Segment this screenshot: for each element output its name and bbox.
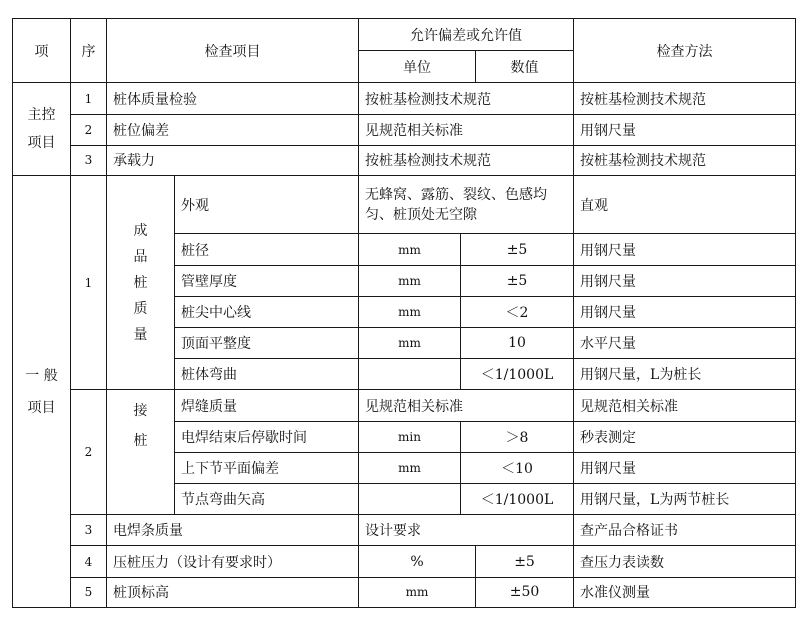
- row-item: 桩尖中心线: [175, 296, 359, 327]
- row-unit: [359, 359, 461, 390]
- row-item: 顶面平整度: [175, 328, 359, 359]
- row-allowed: 按桩基检测技术规范: [359, 145, 574, 175]
- header-unit: 单位: [359, 51, 476, 83]
- pile-quality-seq: 1: [71, 176, 107, 390]
- row-method: 见规范相关标准: [574, 390, 796, 421]
- row-item: 电焊条质量: [107, 515, 359, 546]
- row-unit: [359, 484, 461, 515]
- inspection-table: [12, 18, 796, 608]
- row-method: 用钢尺量: [574, 296, 796, 327]
- general-label: [13, 176, 71, 608]
- row-method: 按桩基检测技术规范: [574, 83, 796, 114]
- row-allowed: 设计要求: [359, 515, 574, 546]
- row-seq: 2: [71, 114, 107, 145]
- row-seq: 3: [71, 145, 107, 175]
- row-value: ＜1/1000L: [461, 484, 574, 515]
- row-seq: 5: [71, 577, 107, 607]
- pile-quality-label: [107, 176, 175, 390]
- row-method: 用钢尺量: [574, 265, 796, 296]
- row-seq: 1: [71, 83, 107, 114]
- table-row: [13, 577, 796, 607]
- row-value: ＜10: [461, 452, 574, 483]
- row-method: 用钢尺量: [574, 114, 796, 145]
- joint-seq: 2: [71, 390, 107, 515]
- row-unit: mm: [359, 328, 461, 359]
- row-value: ±5: [461, 234, 574, 265]
- row-unit: mm: [359, 296, 461, 327]
- row-item: 外观: [175, 176, 359, 234]
- row-item: 桩径: [175, 234, 359, 265]
- header-item: 项: [13, 19, 71, 83]
- row-method: 秒表测定: [574, 421, 796, 452]
- pile-quality-label-char: 质: [133, 300, 148, 317]
- row-item: 节点弯曲矢高: [175, 484, 359, 515]
- table-row: [13, 515, 796, 546]
- row-value: ±5: [476, 546, 574, 577]
- row-allowed: 见规范相关标准: [359, 114, 574, 145]
- table-row: [13, 546, 796, 577]
- row-unit: mm: [359, 577, 476, 607]
- row-method: 查产品合格证书: [574, 515, 796, 546]
- main-control-label-line1: 主控: [27, 107, 56, 124]
- header-value: 数值: [476, 51, 574, 83]
- row-allowed: 按桩基检测技术规范: [359, 83, 574, 114]
- row-method: 直观: [574, 176, 796, 234]
- row-unit: mm: [359, 234, 461, 265]
- table-row: [13, 176, 796, 234]
- row-value: ＜2: [461, 296, 574, 327]
- row-unit: %: [359, 546, 476, 577]
- table-row: [13, 145, 796, 175]
- row-unit: mm: [359, 265, 461, 296]
- pile-quality-label-char: 品: [133, 248, 148, 265]
- pile-quality-label-char: 成: [133, 222, 148, 239]
- row-method: 用钢尺量: [574, 452, 796, 483]
- row-item: 焊缝质量: [175, 390, 359, 421]
- row-value: ±5: [461, 265, 574, 296]
- row-value: 10: [461, 328, 574, 359]
- general-label-line1: 一 般: [25, 367, 58, 384]
- main-control-label: [13, 83, 71, 176]
- row-allowed: 无蜂窝、露筋、裂纹、色感均匀、桩顶处无空隙: [359, 176, 574, 234]
- row-unit: mm: [359, 452, 461, 483]
- row-value: ±50: [476, 577, 574, 607]
- table-row: [13, 114, 796, 145]
- row-value: ＞8: [461, 421, 574, 452]
- pile-quality-label-char: 量: [133, 326, 148, 343]
- joint-label: [107, 390, 175, 515]
- row-item: 上下节平面偏差: [175, 452, 359, 483]
- row-unit: min: [359, 421, 461, 452]
- general-label-line2: 项目: [27, 399, 56, 416]
- header-method: 检查方法: [574, 19, 796, 83]
- row-item: 桩顶标高: [107, 577, 359, 607]
- row-method: 用钢尺量，L为桩长: [574, 359, 796, 390]
- row-item: 桩体质量检验: [107, 83, 359, 114]
- row-method: 用钢尺量: [574, 234, 796, 265]
- row-item: 电焊结束后停歇时间: [175, 421, 359, 452]
- joint-label-char: 接: [133, 403, 148, 420]
- inspection-table-sheet: [12, 18, 795, 608]
- header-check-item: 检查项目: [107, 19, 359, 83]
- row-method: 查压力表读数: [574, 546, 796, 577]
- pile-quality-label-char: 桩: [133, 274, 148, 291]
- row-method: 按桩基检测技术规范: [574, 145, 796, 175]
- joint-label-char: 桩: [133, 433, 148, 450]
- table-row: [13, 390, 796, 421]
- row-item: 桩位偏差: [107, 114, 359, 145]
- row-value: ＜1/1000L: [461, 359, 574, 390]
- main-control-label-line2: 项目: [27, 135, 56, 152]
- header-row-1: [13, 19, 796, 51]
- row-item: 承载力: [107, 145, 359, 175]
- row-allowed: 见规范相关标准: [359, 390, 574, 421]
- table-row: [13, 83, 796, 114]
- row-item: 桩体弯曲: [175, 359, 359, 390]
- header-allowed: 允许偏差或允许值: [359, 19, 574, 51]
- row-item: 管壁厚度: [175, 265, 359, 296]
- row-seq: 4: [71, 546, 107, 577]
- row-method: 用钢尺量，L为两节桩长: [574, 484, 796, 515]
- row-item: 压桩压力（设计有要求时）: [107, 546, 359, 577]
- header-seq: 序: [71, 19, 107, 83]
- row-seq: 3: [71, 515, 107, 546]
- row-method: 水准仪测量: [574, 577, 796, 607]
- row-method: 水平尺量: [574, 328, 796, 359]
